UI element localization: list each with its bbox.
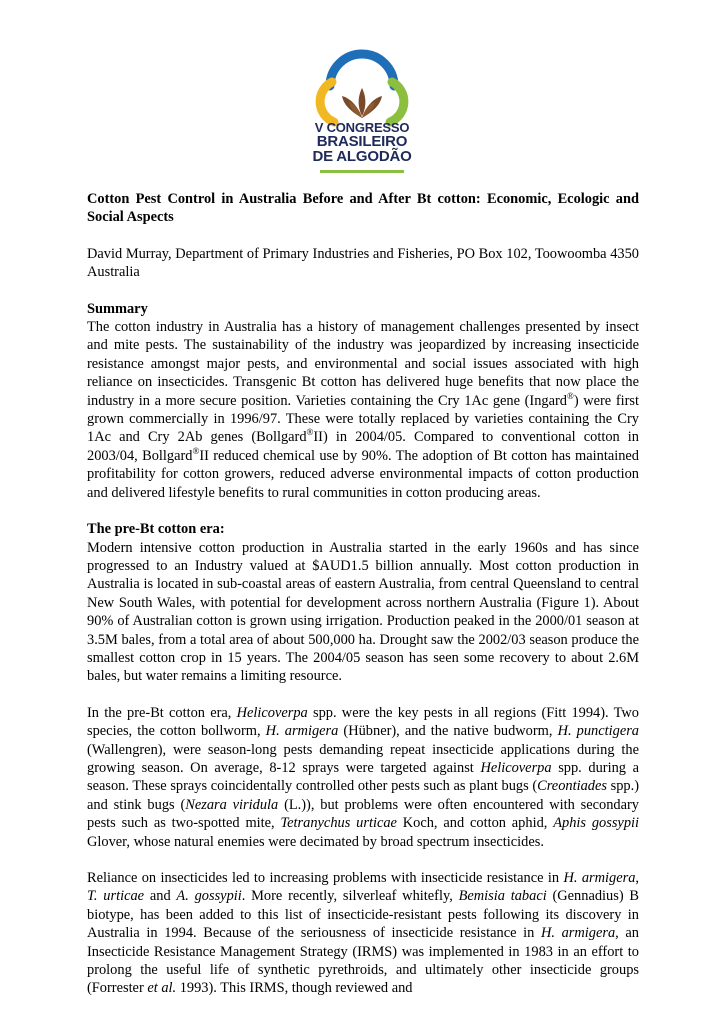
paper-title: Cotton Pest Control in Australia Before and After Bt cotton: Economic, Ecologic and Social Aspects: [87, 191, 639, 226]
prebt-paragraph-2: In the pre-Bt cotton era, Helicoverpa spp. were the key pests in all regions (Fitt 1994). Two species, the cotton bollworm, H. armigera (Hübner), and the native budworm, H. punctigera (Wallengren), were season-long pests demanding repeat insecticide applications during the growing season. On average, 8-12 sprays were targeted against Helicoverpa spp. during a season. These sprays coincidentally controlled other pests such as plant bugs (Creontiades spp.) and stink bugs (Nezara viridula (L.)), but problems were often encountered with secondary pests such as two-spotted mite, Tetranychus urticae Koch, and cotton aphid, Aphis gossypii Glover, whose natural enemies were decimated by broad spectrum insecticides.: [87, 704, 640, 850]
logo-text-line-1: V CONGRESSO: [314, 120, 410, 135]
logo-text-line-3: DE ALGODÃO: [312, 148, 412, 165]
logo-blue-arc: [330, 54, 394, 86]
summary-paragraph: The cotton industry in Australia has a history of management challenges presented by insect and mite pests. The sustainability of the industry was jeopardized by increasing insecticide resistance amongst major pests, and environmental and social issues associated with high reliance on insecticides. Transgenic Bt cotton has delivered huge benefits that now place the industry in a more secure position. Varieties containing the Cry 1Ac gene (Ingard®) were first grown commercially in 1996/97. These were totally replaced by varieties containing the Cry 1Ac and Cry 2Ab genes (Bollgard®II) in 2004/05. Compared to conventional cotton in 2003/04, Bollgard®II reduced chemical use by 90%. The adoption of Bt cotton has maintained profitability for cotton growers, reduced adverse environmental impacts of cotton production and delivered lifestyle benefits to rural communities in cotton producing areas.: [87, 319, 640, 501]
logo-underline: [320, 170, 404, 173]
prebt-paragraph-3: Reliance on insecticides led to increasing problems with insecticide resistance in H. armigera, T. urticae and A. gossypii. More recently, silverleaf whitefly, Bemisia tabaci (Gennadius) B biotype, has been added to this list of insecticide-resistant pests following its discovery in Australia in 1994. Because of the seriousness of insecticide resistance in H. armigera, an Insecticide Resistance Management Strategy (IRMS) was implemented in 1983 in an effort to prolong the useful life of synthetic pyrethroids, and ultimately other insecticide groups (Forrester et al. 1993). This IRMS, though reviewed and: [87, 870, 640, 997]
prebt-heading: The pre-Bt cotton era:: [87, 521, 225, 538]
summary-heading: Summary: [87, 300, 148, 317]
prebt-paragraph-1: Modern intensive cotton production in Australia started in the early 1960s and has since progressed to an Industry valued at $AUD1.5 billion annually. Most cotton production in Australia is located in sub-coastal areas of eastern Australia, from central Queensland to central New South Wales, with potential for development across northern Australia (Figure 1). About 90% of Australian cotton is grown using irrigation. Production peaked in the 2000/01 season at 3.5M bales, from a total area of about 500,000 ha. Drought saw the 2002/03 season produce the smallest cotton crop in 15 years. The 2004/05 season has seen some recovery to about 2.6M bales, but water remains a limiting resource.: [87, 539, 639, 685]
author-affiliation: David Murray, Department of Primary Industries and Fisheries, PO Box 102, Toowoomba 4350 Australia: [87, 245, 639, 281]
logo-text-line-2: BRASILEIRO: [316, 133, 408, 150]
article-body: [87, 190, 639, 998]
